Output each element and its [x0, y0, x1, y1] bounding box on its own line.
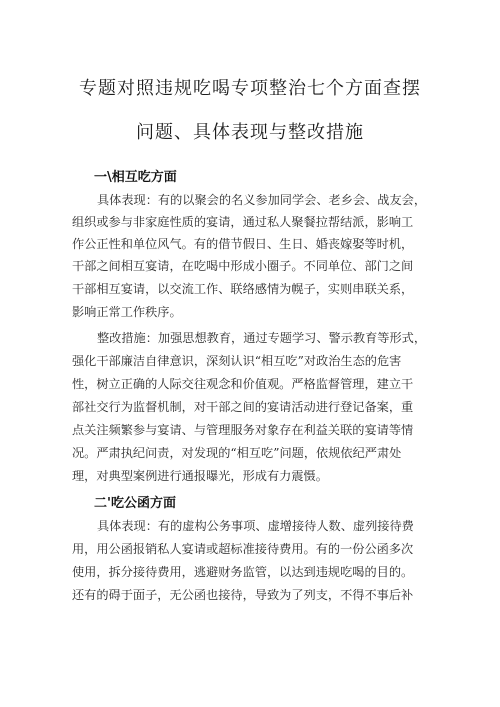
- paragraph-line: 理，对典型案例进行通报曝光，形成有力震慑。: [72, 469, 328, 483]
- paragraph-line: 点关注频繁参与宴请、与管理服务对象存在利益关联的宴请等情: [72, 423, 414, 437]
- paragraph-line: 干部相互宴请，以交流工作、联络感情为幌子，实则串联关系，: [72, 282, 414, 296]
- document-title-line-2: 问题、具体表现与整改措施: [136, 122, 364, 143]
- paragraph-line: 况。严肃执纪问责，对发现的“相互吃”问题，依规依纪严肃处: [72, 446, 402, 460]
- paragraph-line: 作公正性和单位风气。有的借节假日、生日、婚丧嫁娶等时机，: [72, 237, 414, 251]
- paragraph-line: 整改措施：加强思想教育，通过专题学习、警示教育等形式，: [97, 331, 427, 345]
- paragraph-line: 还有的碍于面子，无公函也接待，导致为了列支，不得不事后补: [72, 588, 414, 602]
- paragraph-line: 干部之间相互宴请，在吃喝中形成小圈子。不同单位、部门之间: [72, 259, 414, 273]
- section-heading-1: 一\相互吃方面: [94, 170, 177, 185]
- section-heading-2: 二'吃公函方面: [94, 496, 176, 511]
- paragraph-line: 影响正常工作秩序。: [72, 305, 182, 319]
- document-title-line-1: 专题对照违规吃喝专项整治七个方面查摆: [79, 78, 421, 99]
- paragraph-line: 具体表现：有的虚构公务事项、虚增接待人数、虚列接待费: [97, 519, 414, 533]
- paragraph-line: 使用，拆分接待费用，逃避财务监管，以达到违规吃喝的目的。: [72, 565, 414, 579]
- paragraph-line: 具体表现：有的以聚会的名义参加同学会、老乡会、战友会，: [97, 193, 427, 207]
- paragraph-line: 性，树立正确的人际交往观念和价值观。严格监督管理，建立干: [72, 377, 414, 391]
- paragraph-line: 组织或参与非家庭性质的宴请，通过私人聚餐拉帮结派，影响工: [72, 215, 414, 229]
- paragraph-line: 用，用公函报销私人宴请或超标准接待费用。有的一份公函多次: [72, 542, 414, 556]
- paragraph-line: 部社交行为监督机制，对干部之间的宴请活动进行登记备案，重: [72, 400, 414, 414]
- paragraph-line: 强化干部廉洁自律意识，深刻认识“相互吃”对政治生态的危害: [72, 354, 402, 368]
